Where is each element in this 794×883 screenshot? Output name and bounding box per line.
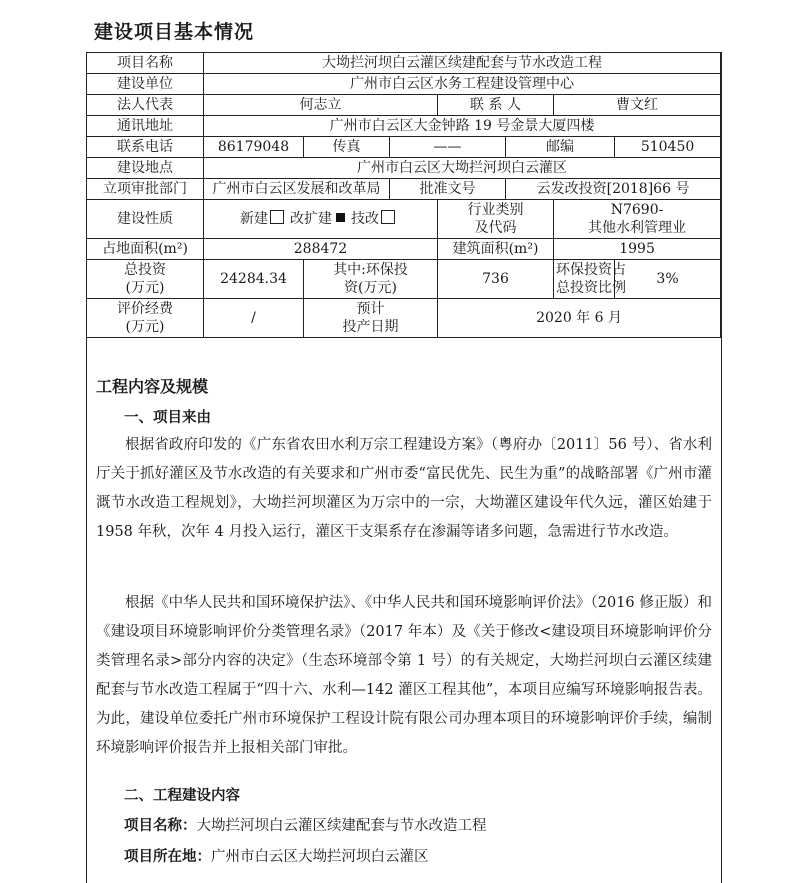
eval-fee-label-line2: (万元) xyxy=(125,319,165,335)
approval-no-value: 云发改投资[2018]66 号 xyxy=(506,179,721,200)
env-invest-label-line1: 其中:环保投 xyxy=(333,262,408,278)
table-row xyxy=(87,53,721,74)
prod-date-label-line2: 投产日期 xyxy=(342,319,399,335)
address-label: 通讯地址 xyxy=(87,116,204,137)
env-ratio-value: 3% xyxy=(615,260,721,299)
env-invest-label xyxy=(304,260,438,299)
builder-label: 建设单位 xyxy=(87,74,204,95)
env-ratio-label xyxy=(554,260,626,299)
legal-rep-label: 法人代表 xyxy=(87,95,204,116)
approval-dept-value: 广州市白云区发展和改革局 xyxy=(204,179,390,200)
table-row xyxy=(87,260,721,299)
prod-date-label xyxy=(304,299,438,338)
nature-tech-checkbox[interactable] xyxy=(381,210,395,224)
paragraph-origin: 根据省政府印发的《广东省农田水利万宗工程建设方案》（粤府办〔2011〕56 号）、省水利厅关于抓好灌区及节水改造的有关要求和广州市委“富民优先、民生为重”的战略部署《广州市灌溉节水改造工程规划》，大坳拦河坝灌区为万宗中的一宗，大坳灌区建设年代久远，灌区始建于 1958 年秋，次年 4 月投入运行，灌区干支渠系存在渗漏等诸多问题，急需进行节水改造。 xyxy=(96,437,712,540)
nature-label: 建设性质 xyxy=(87,200,204,239)
legal-rep-value: 何志立 xyxy=(204,95,438,116)
fax-value: —— xyxy=(390,137,506,158)
table-row xyxy=(87,299,721,338)
project-name-line-value: 大坳拦河坝白云灌区续建配套与节水改造工程 xyxy=(196,818,487,834)
nature-new-checkbox[interactable] xyxy=(270,210,284,224)
section-title-content: 工程内容及规模 xyxy=(96,377,209,396)
nature-tech-label: 技改 xyxy=(351,211,379,227)
build-area-label: 建筑面积(m²) xyxy=(438,239,554,260)
contact-label: 联 系 人 xyxy=(438,95,554,116)
section-title-basic-info: 建设项目基本情况 xyxy=(94,21,255,43)
project-name-line xyxy=(124,814,487,835)
eval-fee-value: / xyxy=(204,299,304,338)
site-label: 建设地点 xyxy=(87,158,204,179)
project-name-value: 大坳拦河坝白云灌区续建配套与节水改造工程 xyxy=(204,53,721,74)
table-row xyxy=(87,158,721,179)
basic-info-table xyxy=(86,52,721,338)
table-row xyxy=(87,137,721,158)
nature-expand-label: 改扩建 xyxy=(290,211,332,227)
industry-label-line1: 行业类别 xyxy=(467,202,524,218)
env-ratio-label-line2: 总投资比例 xyxy=(556,280,626,296)
approval-no-label: 批准文号 xyxy=(390,179,506,200)
table-row xyxy=(87,116,721,137)
address-value: 广州市白云区大金钟路 19 号金景大厦四楼 xyxy=(204,116,721,137)
prod-date-value: 2020 年 6 月 xyxy=(438,299,721,338)
table-row xyxy=(87,74,721,95)
env-invest-label-line2: 资(万元) xyxy=(344,280,397,296)
industry-value xyxy=(554,200,721,239)
industry-code: N7690- xyxy=(610,202,664,218)
eval-fee-label-line1: 评价经费 xyxy=(117,301,173,317)
postcode-label: 邮编 xyxy=(506,137,615,158)
total-invest-label xyxy=(87,260,204,299)
land-area-label: 占地面积(m²) xyxy=(87,239,204,260)
industry-label xyxy=(438,200,554,239)
phone-label: 联系电话 xyxy=(87,137,204,158)
site-value: 广州市白云区大坳拦河坝白云灌区 xyxy=(204,158,721,179)
land-area-value: 288472 xyxy=(204,239,438,260)
phone-value: 86179048 xyxy=(204,137,304,158)
table-row xyxy=(87,95,721,116)
nature-new-label: 新建 xyxy=(240,211,268,227)
eval-fee-label xyxy=(87,299,204,338)
build-area-value: 1995 xyxy=(554,239,721,260)
total-invest-label-line2: (万元) xyxy=(125,280,165,296)
approval-dept-label: 立项审批部门 xyxy=(87,179,204,200)
builder-value: 广州市白云区水务工程建设管理中心 xyxy=(204,74,721,95)
table-row xyxy=(87,239,721,260)
contact-value: 曹文红 xyxy=(554,95,721,116)
env-ratio-label-line1: 环保投资占 xyxy=(556,262,626,278)
nature-expand-checkbox[interactable] xyxy=(336,213,345,222)
project-location-line-label: 项目所在地： xyxy=(124,849,211,865)
project-name-line-label: 项目名称： xyxy=(124,818,197,834)
project-location-line xyxy=(124,845,429,866)
fax-label: 传真 xyxy=(304,137,390,158)
total-invest-value: 24284.34 xyxy=(204,260,304,299)
postcode-value: 510450 xyxy=(615,137,721,158)
project-location-line-value: 广州市白云区大坳拦河坝白云灌区 xyxy=(211,849,429,865)
prod-date-label-line1: 预计 xyxy=(356,301,385,317)
total-invest-label-line1: 总投资 xyxy=(124,262,166,278)
document-page xyxy=(86,0,720,882)
subheading-construction: 二、工程建设内容 xyxy=(124,788,240,804)
env-invest-value: 736 xyxy=(438,260,554,299)
paragraph-legal-basis: 根据《中华人民共和国环境保护法》、《中华人民共和国环境影响评价法》（2016 修正版）和《建设项目环境影响评价分类管理名录》（2017 年本）及《关于修改<建设项目环境影响评价分类管理名录>部分内容的决定》（生态环境部令第 1 号）的有关规定，大坳拦河坝白云灌区续建配套与节水改造工程属于“四十六、水利—142 灌区工程其他”，本项目应编写环境影响报告表。为此，建设单位委托广州市环境保护工程设计院有限公司办理本项目的环境影响评价手续，编制环境影响评价报告并上报相关部门审批。 xyxy=(96,595,712,756)
industry-name: 其他水利管理业 xyxy=(588,220,687,236)
project-name-label: 项目名称 xyxy=(87,53,204,74)
industry-label-line2: 及代码 xyxy=(474,220,517,236)
nature-options xyxy=(204,200,438,239)
table-row xyxy=(87,200,721,239)
subheading-origin: 一、项目来由 xyxy=(124,410,211,426)
table-row xyxy=(87,179,721,200)
